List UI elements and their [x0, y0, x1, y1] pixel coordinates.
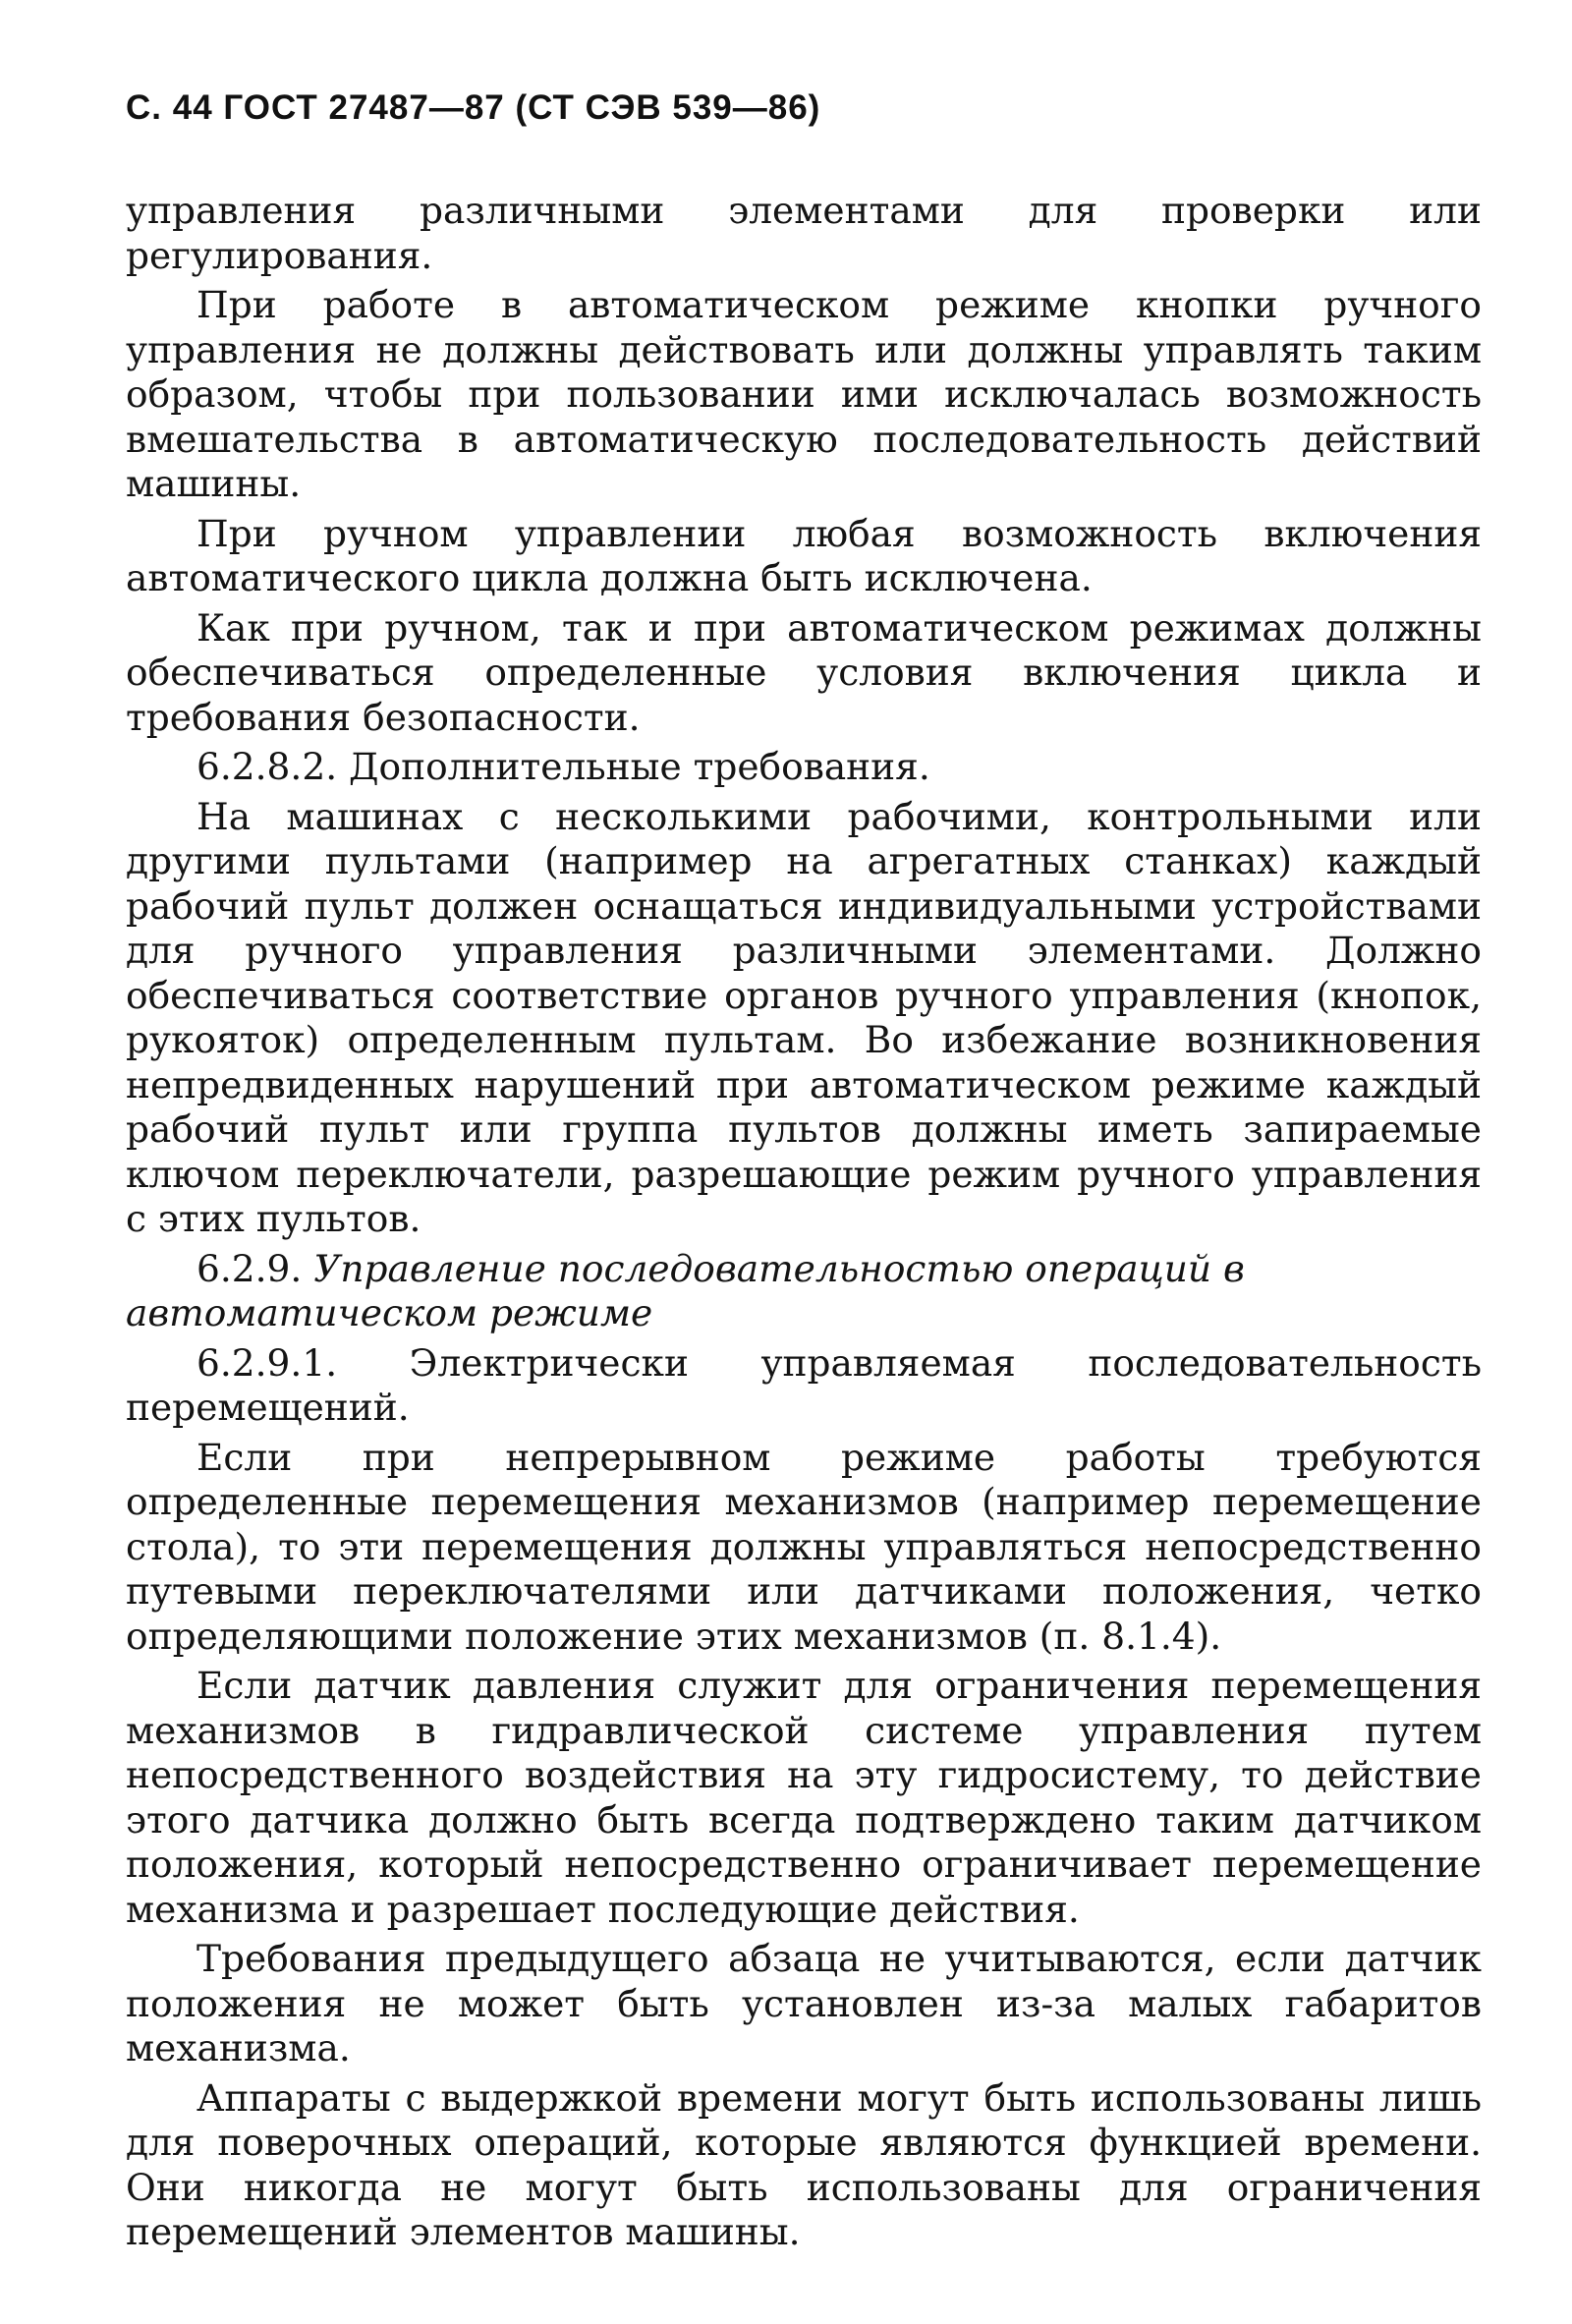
- paragraph-continuation: управления различными элементами для проверки или регулирования.: [126, 189, 1482, 277]
- paragraph: При ручном управлении любая возможность включения автоматического цикла должна быть исключена.: [126, 511, 1482, 599]
- section-heading-6-2-9: [126, 1247, 1482, 1336]
- body-text: [126, 189, 1482, 2260]
- subsection-6-2-8-2: 6.2.8.2. Дополнительные требования.: [196, 745, 930, 788]
- paragraph: Как при ручном, так и при автоматическом режимах должны обеспечиваться определенные условия включения цикла и требования безопасности.: [126, 605, 1482, 739]
- paragraph: При работе в автоматическом режиме кнопки ручного управления не должны действовать или должны управлять таким образом, чтобы при пользовании ими исключалась возможность вмешательства в автоматическую последовательность действий машины.: [126, 283, 1482, 505]
- paragraph: Требования предыдущего абзаца не учитываются, если датчик положения не может быть установлен из-за малых габаритов механизма.: [126, 1937, 1482, 2069]
- subsection-6-2-9-1: 6.2.9.1. Электрически управляемая последовательность перемещений.: [126, 1340, 1482, 1429]
- section-title: Управление последовательностью операций в автоматическом режиме: [126, 1246, 1245, 1334]
- paragraph: Если при непрерывном режиме работы требуются определенные перемещения механизмов (например перемещение стола), то эти перемещения должны управляться непосредственно путевыми переключателями или датчиками положения, четко определяющими положение этих механизмов (п. 8.1.4).: [126, 1435, 1482, 1658]
- section-number: 6.2.9.: [196, 1246, 303, 1290]
- paragraph: Аппараты с выдержкой времени могут быть использованы лишь для поверочных операций, которые являются функцией времени. Они никогда не могут быть использованы для ограничения перемещений элементов машины.: [126, 2075, 1482, 2253]
- running-header: С. 44 ГОСТ 27487—87 (СТ СЭВ 539—86): [126, 88, 821, 127]
- paragraph: Если датчик давления служит для ограничения перемещения механизмов в гидравлической системе управления путем непосредственного воздействия на эту гидросистему, то действие этого датчика должно быть всегда подтверждено таким датчиком положения, который непосредственно ограничивает перемещение механизма и разрешает последующие действия.: [126, 1664, 1482, 1931]
- paragraph: На машинах с несколькими рабочими, контрольными или другими пультами (например на агрегатных станках) каждый рабочий пульт должен оснащаться индивидуальными устройствами для ручного управления различными элементами. Должно обеспечиваться соответствие органов ручного управления (кнопок, рукояток) определенным пультам. Во избежание возникновения непредвиденных нарушений при автоматическом режиме каждый рабочий пульт или группа пультов должны иметь запираемые ключом переключатели, разрешающие режим ручного управления с этих пультов.: [126, 794, 1482, 1240]
